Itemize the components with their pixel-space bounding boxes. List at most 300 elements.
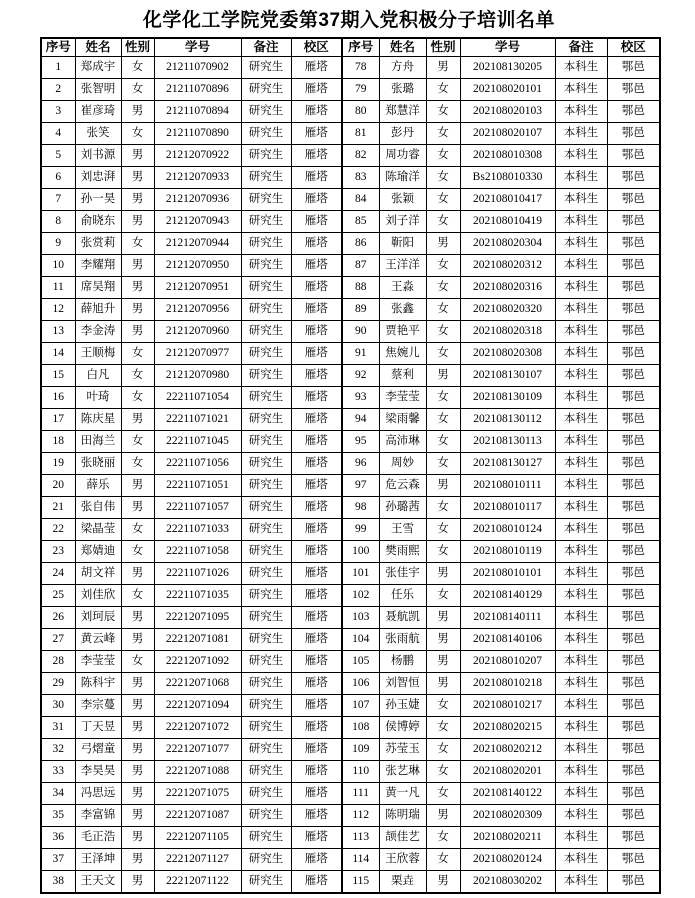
- table-cell: 女: [121, 585, 154, 607]
- table-cell: 研究生: [241, 211, 291, 233]
- table-cell: 女: [426, 409, 460, 431]
- table-cell: 92: [342, 365, 379, 387]
- table-cell: 栗垚: [379, 871, 426, 894]
- table-cell: 22212071122: [154, 871, 241, 894]
- table-cell: 研究生: [241, 365, 291, 387]
- table-cell: 本科生: [555, 783, 607, 805]
- table-cell: 李昊昊: [75, 761, 121, 783]
- table-cell: 鄂邑: [607, 211, 660, 233]
- table-cell: 202108010117: [460, 497, 555, 519]
- column-header: 校区: [607, 38, 660, 57]
- table-row: [41, 629, 660, 651]
- table-cell: 14: [41, 343, 75, 365]
- table-cell: 周妙: [379, 453, 426, 475]
- table-cell: 21211070894: [154, 101, 241, 123]
- table-cell: 男: [121, 695, 154, 717]
- table-cell: 本科生: [555, 211, 607, 233]
- table-cell: 陈庆星: [75, 409, 121, 431]
- table-row: [41, 365, 660, 387]
- table-cell: 雁塔: [291, 255, 342, 277]
- table-cell: 黄云峰: [75, 629, 121, 651]
- table-cell: 雁塔: [291, 189, 342, 211]
- table-cell: 王顺梅: [75, 343, 121, 365]
- table-cell: 鄂邑: [607, 321, 660, 343]
- table-cell: 男: [426, 365, 460, 387]
- table-cell: 男: [121, 783, 154, 805]
- table-cell: 女: [426, 79, 460, 101]
- table-cell: 雁塔: [291, 563, 342, 585]
- table-cell: 男: [121, 563, 154, 585]
- table-cell: 女: [426, 321, 460, 343]
- table-cell: 22212071081: [154, 629, 241, 651]
- table-row: [41, 695, 660, 717]
- table-cell: 26: [41, 607, 75, 629]
- table-cell: 22211071035: [154, 585, 241, 607]
- table-cell: 202108140111: [460, 607, 555, 629]
- table-cell: 女: [121, 453, 154, 475]
- table-cell: 研究生: [241, 695, 291, 717]
- table-row: [41, 519, 660, 541]
- table-cell: 3: [41, 101, 75, 123]
- table-cell: 84: [342, 189, 379, 211]
- table-row: [41, 387, 660, 409]
- table-cell: 鄂邑: [607, 299, 660, 321]
- table-cell: 21212070977: [154, 343, 241, 365]
- table-row: [41, 255, 660, 277]
- table-cell: 研究生: [241, 233, 291, 255]
- table-cell: 111: [342, 783, 379, 805]
- table-cell: 7: [41, 189, 75, 211]
- table-cell: 鄂邑: [607, 453, 660, 475]
- table-cell: 115: [342, 871, 379, 894]
- table-cell: 22212071087: [154, 805, 241, 827]
- table-row: [41, 607, 660, 629]
- table-cell: 88: [342, 277, 379, 299]
- table-cell: 本科生: [555, 321, 607, 343]
- table-cell: 21211070896: [154, 79, 241, 101]
- table-cell: 张颖: [379, 189, 426, 211]
- table-cell: 90: [342, 321, 379, 343]
- table-cell: 郑婧迪: [75, 541, 121, 563]
- table-cell: 21212070980: [154, 365, 241, 387]
- table-cell: 张赏莉: [75, 233, 121, 255]
- table-cell: 本科生: [555, 365, 607, 387]
- table-cell: 刘智恒: [379, 673, 426, 695]
- table-cell: 107: [342, 695, 379, 717]
- table-cell: 本科生: [555, 299, 607, 321]
- table-cell: 202108130109: [460, 387, 555, 409]
- table-cell: 202108020318: [460, 321, 555, 343]
- table-cell: 93: [342, 387, 379, 409]
- table-cell: 男: [121, 827, 154, 849]
- table-cell: 女: [121, 387, 154, 409]
- table-cell: 女: [426, 827, 460, 849]
- table-cell: 男: [426, 233, 460, 255]
- table-cell: 本科生: [555, 497, 607, 519]
- table-cell: 王淼: [379, 277, 426, 299]
- table-cell: 黄一凡: [379, 783, 426, 805]
- table-cell: 雁塔: [291, 673, 342, 695]
- table-cell: 鄂邑: [607, 585, 660, 607]
- table-cell: 薛乐: [75, 475, 121, 497]
- table-cell: 研究生: [241, 475, 291, 497]
- table-cell: 鄂邑: [607, 783, 660, 805]
- table-cell: 鄂邑: [607, 123, 660, 145]
- table-cell: 蔡利: [379, 365, 426, 387]
- table-cell: 4: [41, 123, 75, 145]
- table-cell: 本科生: [555, 519, 607, 541]
- table-cell: 202108020201: [460, 761, 555, 783]
- table-cell: 雁塔: [291, 79, 342, 101]
- table-cell: 男: [426, 607, 460, 629]
- table-cell: 雁塔: [291, 519, 342, 541]
- table-row: [41, 761, 660, 783]
- table-cell: 崔彦琦: [75, 101, 121, 123]
- table-cell: 21212070956: [154, 299, 241, 321]
- table-cell: 王欣蓉: [379, 849, 426, 871]
- table-cell: 202108020215: [460, 717, 555, 739]
- table-cell: 202108030202: [460, 871, 555, 894]
- document-title: 化学化工学院党委第37期入党积极分子培训名单: [142, 10, 556, 31]
- table-cell: 22212071092: [154, 651, 241, 673]
- table-cell: 研究生: [241, 651, 291, 673]
- table-cell: 侯博婷: [379, 717, 426, 739]
- table-cell: 鄂邑: [607, 805, 660, 827]
- table-cell: 男: [121, 167, 154, 189]
- table-cell: 21212070922: [154, 145, 241, 167]
- table-cell: 202108140129: [460, 585, 555, 607]
- table-cell: 雁塔: [291, 629, 342, 651]
- table-cell: 研究生: [241, 519, 291, 541]
- table-cell: 研究生: [241, 343, 291, 365]
- table-cell: 鄂邑: [607, 101, 660, 123]
- table-cell: 本科生: [555, 827, 607, 849]
- table-cell: 22211071057: [154, 497, 241, 519]
- table-cell: 32: [41, 739, 75, 761]
- table-cell: 研究生: [241, 101, 291, 123]
- table-row: [41, 431, 660, 453]
- table-cell: 202108010417: [460, 189, 555, 211]
- table-cell: 33: [41, 761, 75, 783]
- table-cell: 女: [426, 519, 460, 541]
- column-header: 姓名: [379, 38, 426, 57]
- table-cell: 98: [342, 497, 379, 519]
- table-cell: 刘书源: [75, 145, 121, 167]
- table-cell: 12: [41, 299, 75, 321]
- table-cell: 男: [121, 761, 154, 783]
- table-cell: 薛旭升: [75, 299, 121, 321]
- column-header: 备注: [241, 38, 291, 57]
- table-cell: 男: [121, 255, 154, 277]
- table-cell: 102: [342, 585, 379, 607]
- table-cell: 202108020101: [460, 79, 555, 101]
- table-cell: 女: [426, 101, 460, 123]
- table-cell: 22: [41, 519, 75, 541]
- table-cell: 胡文祥: [75, 563, 121, 585]
- table-cell: 202108020309: [460, 805, 555, 827]
- table-cell: 女: [426, 299, 460, 321]
- table-cell: 雁塔: [291, 695, 342, 717]
- table-row: [41, 299, 660, 321]
- table-cell: 研究生: [241, 563, 291, 585]
- table-cell: 雁塔: [291, 651, 342, 673]
- table-cell: 202108020320: [460, 299, 555, 321]
- table-cell: 研究生: [241, 783, 291, 805]
- header-row: [41, 38, 660, 57]
- table-cell: 鄂邑: [607, 673, 660, 695]
- table-cell: 27: [41, 629, 75, 651]
- table-cell: 86: [342, 233, 379, 255]
- table-cell: Bs2108010330: [460, 167, 555, 189]
- table-cell: 女: [426, 255, 460, 277]
- table-cell: 21211070902: [154, 57, 241, 79]
- table-cell: 21212070943: [154, 211, 241, 233]
- table-row: [41, 585, 660, 607]
- table-cell: 鄂邑: [607, 255, 660, 277]
- table-cell: 毛正浩: [75, 827, 121, 849]
- table-cell: 雁塔: [291, 849, 342, 871]
- column-header: 学号: [154, 38, 241, 57]
- table-cell: 郑成宇: [75, 57, 121, 79]
- table-cell: 研究生: [241, 299, 291, 321]
- table-cell: 鄂邑: [607, 145, 660, 167]
- table-cell: 王洋洋: [379, 255, 426, 277]
- table-cell: 鄂邑: [607, 167, 660, 189]
- table-cell: 21212070944: [154, 233, 241, 255]
- table-cell: 女: [426, 431, 460, 453]
- table-cell: 女: [426, 695, 460, 717]
- table-row: [41, 541, 660, 563]
- table-cell: 研究生: [241, 497, 291, 519]
- table-cell: 研究生: [241, 321, 291, 343]
- table-cell: 202108020103: [460, 101, 555, 123]
- table-cell: 研究生: [241, 189, 291, 211]
- table-cell: 陈瑜洋: [379, 167, 426, 189]
- table-cell: 雁塔: [291, 233, 342, 255]
- table-cell: 105: [342, 651, 379, 673]
- table-cell: 张晓丽: [75, 453, 121, 475]
- table-cell: 202108010119: [460, 541, 555, 563]
- table-cell: 35: [41, 805, 75, 827]
- table-row: [41, 563, 660, 585]
- table-cell: 杨鹏: [379, 651, 426, 673]
- table-cell: 冯思远: [75, 783, 121, 805]
- table-cell: 雁塔: [291, 827, 342, 849]
- table-cell: 男: [121, 145, 154, 167]
- table-row: [41, 101, 660, 123]
- table-row: [41, 189, 660, 211]
- table-cell: 21212070936: [154, 189, 241, 211]
- table-cell: 本科生: [555, 255, 607, 277]
- table-cell: 9: [41, 233, 75, 255]
- table-cell: 男: [121, 409, 154, 431]
- table-cell: 男: [426, 57, 460, 79]
- table-cell: 16: [41, 387, 75, 409]
- table-cell: 李耀翔: [75, 255, 121, 277]
- table-cell: 研究生: [241, 167, 291, 189]
- table-cell: 男: [121, 849, 154, 871]
- table-row: [41, 739, 660, 761]
- table-cell: 研究生: [241, 255, 291, 277]
- table-cell: 女: [426, 849, 460, 871]
- table-cell: 男: [121, 321, 154, 343]
- table-cell: 鄂邑: [607, 497, 660, 519]
- table-cell: 202108020124: [460, 849, 555, 871]
- table-cell: 女: [121, 79, 154, 101]
- table-cell: 研究生: [241, 673, 291, 695]
- table-cell: 研究生: [241, 761, 291, 783]
- table-cell: 女: [426, 585, 460, 607]
- table-cell: 刘忠湃: [75, 167, 121, 189]
- table-cell: 202108020308: [460, 343, 555, 365]
- table-cell: 张雨航: [379, 629, 426, 651]
- table-cell: 陈科宇: [75, 673, 121, 695]
- table-cell: 99: [342, 519, 379, 541]
- table-cell: 王泽坤: [75, 849, 121, 871]
- table-cell: 31: [41, 717, 75, 739]
- table-cell: 本科生: [555, 761, 607, 783]
- table-cell: 俞晓东: [75, 211, 121, 233]
- table-cell: 18: [41, 431, 75, 453]
- table-cell: 聂航凯: [379, 607, 426, 629]
- table-cell: 女: [426, 189, 460, 211]
- table-row: [41, 849, 660, 871]
- table-cell: 研究生: [241, 409, 291, 431]
- table-cell: 202108130112: [460, 409, 555, 431]
- table-cell: 22212071072: [154, 717, 241, 739]
- table-cell: 研究生: [241, 79, 291, 101]
- table-cell: 21: [41, 497, 75, 519]
- table-cell: 10: [41, 255, 75, 277]
- table-cell: 202108020304: [460, 233, 555, 255]
- table-cell: 孙玉婕: [379, 695, 426, 717]
- table-cell: 鄂邑: [607, 57, 660, 79]
- table-cell: 雁塔: [291, 585, 342, 607]
- table-cell: 22212071095: [154, 607, 241, 629]
- table-cell: 彭丹: [379, 123, 426, 145]
- table-cell: 202108010218: [460, 673, 555, 695]
- table-cell: 王天文: [75, 871, 121, 894]
- table-cell: 22211071054: [154, 387, 241, 409]
- table-cell: 本科生: [555, 695, 607, 717]
- table-cell: 鄂邑: [607, 563, 660, 585]
- table-cell: 郑慧洋: [379, 101, 426, 123]
- table-cell: 22212071068: [154, 673, 241, 695]
- table-cell: 梁晶莹: [75, 519, 121, 541]
- table-cell: 13: [41, 321, 75, 343]
- table-cell: 202108010217: [460, 695, 555, 717]
- table-cell: 鄂邑: [607, 365, 660, 387]
- table-cell: 研究生: [241, 277, 291, 299]
- table-cell: 雁塔: [291, 343, 342, 365]
- table-cell: 87: [342, 255, 379, 277]
- table-cell: 雁塔: [291, 145, 342, 167]
- table-cell: 李宗蔓: [75, 695, 121, 717]
- table-cell: 男: [121, 101, 154, 123]
- table-cell: 104: [342, 629, 379, 651]
- table-row: [41, 827, 660, 849]
- table-cell: 雁塔: [291, 365, 342, 387]
- table-cell: 109: [342, 739, 379, 761]
- table-cell: 本科生: [555, 343, 607, 365]
- table-cell: 112: [342, 805, 379, 827]
- table-cell: 29: [41, 673, 75, 695]
- table-cell: 鄂邑: [607, 651, 660, 673]
- table-cell: 本科生: [555, 189, 607, 211]
- table-cell: 雁塔: [291, 497, 342, 519]
- table-cell: 25: [41, 585, 75, 607]
- table-cell: 鄂邑: [607, 277, 660, 299]
- table-cell: 靳阳: [379, 233, 426, 255]
- table-cell: 女: [426, 277, 460, 299]
- table-cell: 本科生: [555, 541, 607, 563]
- table-cell: 男: [121, 739, 154, 761]
- table-cell: 女: [121, 57, 154, 79]
- table-cell: 雁塔: [291, 387, 342, 409]
- table-cell: 202108130127: [460, 453, 555, 475]
- table-cell: 研究生: [241, 57, 291, 79]
- table-cell: 女: [426, 739, 460, 761]
- table-row: [41, 871, 660, 894]
- table-cell: 男: [121, 717, 154, 739]
- table-cell: 刘子洋: [379, 211, 426, 233]
- table-row: [41, 717, 660, 739]
- table-cell: 鄂邑: [607, 541, 660, 563]
- table-row: [41, 145, 660, 167]
- table-cell: 男: [426, 629, 460, 651]
- table-cell: 本科生: [555, 387, 607, 409]
- table-cell: 本科生: [555, 849, 607, 871]
- table-cell: 96: [342, 453, 379, 475]
- table-cell: 本科生: [555, 453, 607, 475]
- table-cell: 2: [41, 79, 75, 101]
- table-row: [41, 453, 660, 475]
- table-cell: 男: [426, 651, 460, 673]
- table-cell: 女: [426, 761, 460, 783]
- table-cell: 女: [426, 497, 460, 519]
- table-cell: 李莹莹: [379, 387, 426, 409]
- table-cell: 男: [121, 189, 154, 211]
- table-body: [41, 57, 660, 894]
- table-cell: 202108130205: [460, 57, 555, 79]
- table-cell: 22211071056: [154, 453, 241, 475]
- table-cell: 97: [342, 475, 379, 497]
- table-cell: 王雪: [379, 519, 426, 541]
- table-cell: 202108020212: [460, 739, 555, 761]
- table-cell: 114: [342, 849, 379, 871]
- table-cell: 21212070951: [154, 277, 241, 299]
- table-cell: 202108130107: [460, 365, 555, 387]
- table-cell: 110: [342, 761, 379, 783]
- table-cell: 雁塔: [291, 167, 342, 189]
- table-cell: 陈明瑞: [379, 805, 426, 827]
- table-cell: 21212070933: [154, 167, 241, 189]
- table-cell: 21212070950: [154, 255, 241, 277]
- table-cell: 鄂邑: [607, 233, 660, 255]
- table-cell: 本科生: [555, 145, 607, 167]
- table-cell: 22211071026: [154, 563, 241, 585]
- table-cell: 任乐: [379, 585, 426, 607]
- table-cell: 本科生: [555, 673, 607, 695]
- table-cell: 研究生: [241, 739, 291, 761]
- table-cell: 89: [342, 299, 379, 321]
- table-row: [41, 673, 660, 695]
- table-cell: 方舟: [379, 57, 426, 79]
- table-cell: 贾艳平: [379, 321, 426, 343]
- table-cell: 张自伟: [75, 497, 121, 519]
- table-cell: 男: [121, 673, 154, 695]
- table-cell: 鄂邑: [607, 519, 660, 541]
